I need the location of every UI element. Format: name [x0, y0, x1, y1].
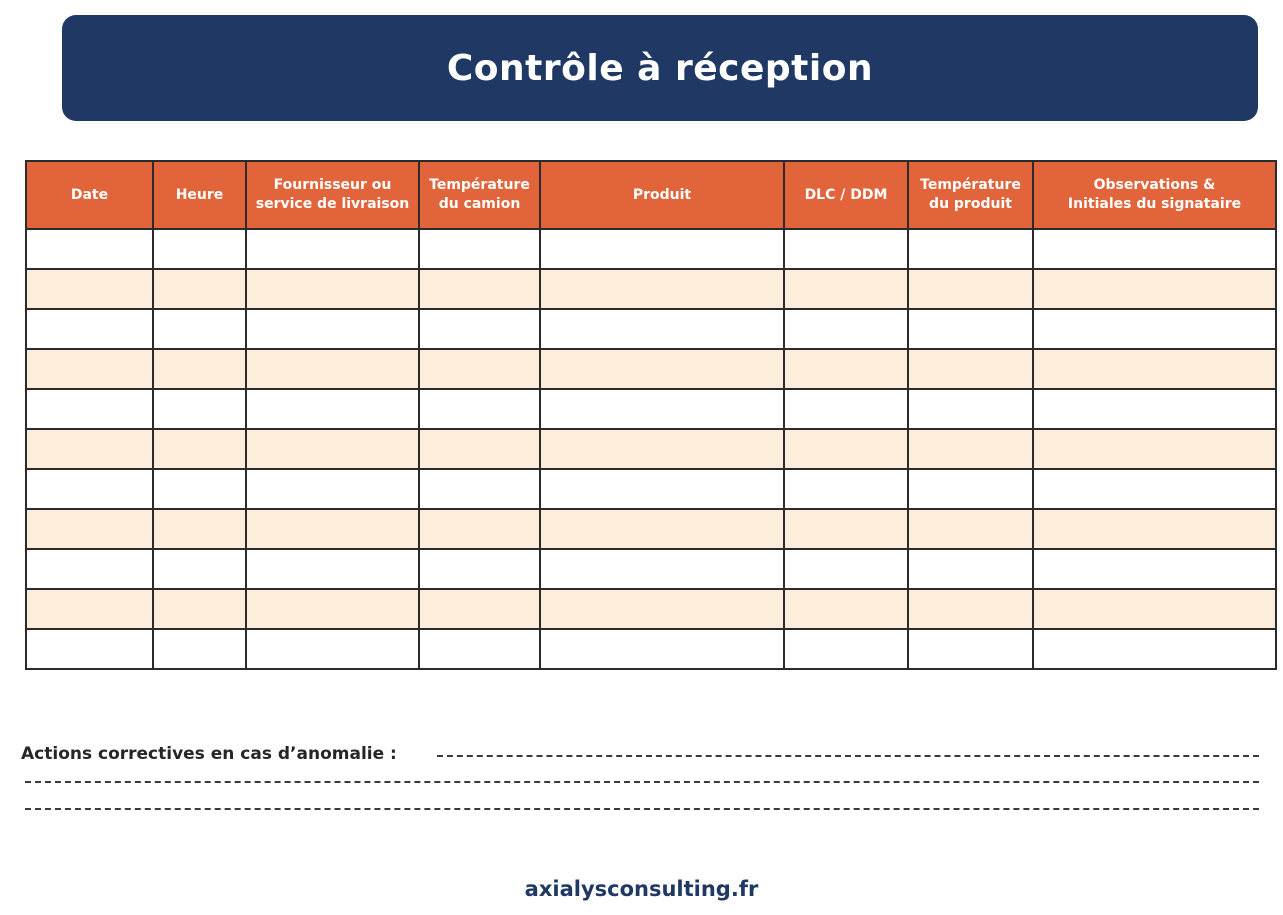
table-cell[interactable]: [908, 229, 1033, 269]
table-cell[interactable]: [540, 269, 784, 309]
table-row: [26, 429, 1276, 469]
corrective-actions-line-3[interactable]: [25, 808, 1259, 810]
table-cell[interactable]: [246, 349, 419, 389]
table-cell[interactable]: [26, 349, 153, 389]
table-cell[interactable]: [419, 389, 540, 429]
table-row: [26, 469, 1276, 509]
table-cell[interactable]: [784, 349, 908, 389]
table-cell[interactable]: [1033, 549, 1276, 589]
column-header-product: Produit: [540, 161, 784, 229]
table-cell[interactable]: [784, 429, 908, 469]
footer-website: axialysconsulting.fr: [524, 877, 759, 901]
table-cell[interactable]: [1033, 309, 1276, 349]
table-cell[interactable]: [540, 309, 784, 349]
table-cell[interactable]: [784, 309, 908, 349]
table-cell[interactable]: [153, 229, 246, 269]
table-cell[interactable]: [908, 629, 1033, 669]
table-cell[interactable]: [153, 589, 246, 629]
table-cell[interactable]: [246, 509, 419, 549]
table-cell[interactable]: [153, 549, 246, 589]
table-body: [26, 229, 1276, 669]
table-cell[interactable]: [784, 469, 908, 509]
table-cell[interactable]: [1033, 589, 1276, 629]
table-cell[interactable]: [26, 269, 153, 309]
table-cell[interactable]: [419, 549, 540, 589]
table-cell[interactable]: [908, 309, 1033, 349]
table-cell[interactable]: [419, 429, 540, 469]
table-cell[interactable]: [540, 549, 784, 589]
table-cell[interactable]: [908, 469, 1033, 509]
table-cell[interactable]: [246, 269, 419, 309]
table-cell[interactable]: [784, 389, 908, 429]
table-cell[interactable]: [540, 469, 784, 509]
table-cell[interactable]: [540, 429, 784, 469]
table-row: [26, 549, 1276, 589]
table-cell[interactable]: [26, 629, 153, 669]
table-cell[interactable]: [908, 509, 1033, 549]
corrective-actions-label: Actions correctives en cas d’anomalie :: [21, 744, 397, 764]
table-cell[interactable]: [26, 229, 153, 269]
table-cell[interactable]: [540, 389, 784, 429]
table-cell[interactable]: [26, 309, 153, 349]
table-cell[interactable]: [153, 629, 246, 669]
corrective-actions-line-2[interactable]: [25, 781, 1259, 783]
table-cell[interactable]: [1033, 469, 1276, 509]
table-row: [26, 509, 1276, 549]
table-cell[interactable]: [246, 429, 419, 469]
column-header-product-temperature: Température du produit: [908, 161, 1033, 229]
column-header-date: Date: [26, 161, 153, 229]
table-cell[interactable]: [419, 469, 540, 509]
table-cell[interactable]: [246, 589, 419, 629]
table-header-row: [26, 161, 1276, 229]
table-cell[interactable]: [1033, 229, 1276, 269]
table-cell[interactable]: [419, 509, 540, 549]
table-cell[interactable]: [246, 549, 419, 589]
title-banner: [62, 15, 1258, 121]
table-cell[interactable]: [153, 509, 246, 549]
table-cell[interactable]: [153, 469, 246, 509]
table-cell[interactable]: [1033, 509, 1276, 549]
table-row: [26, 389, 1276, 429]
table-cell[interactable]: [153, 349, 246, 389]
table-cell[interactable]: [419, 589, 540, 629]
table-cell[interactable]: [1033, 389, 1276, 429]
table-cell[interactable]: [784, 629, 908, 669]
table-cell[interactable]: [419, 309, 540, 349]
table-cell[interactable]: [153, 269, 246, 309]
table-cell[interactable]: [246, 309, 419, 349]
table-cell[interactable]: [784, 229, 908, 269]
table-cell[interactable]: [540, 509, 784, 549]
table-cell[interactable]: [246, 389, 419, 429]
table-row: [26, 309, 1276, 349]
table-cell[interactable]: [908, 349, 1033, 389]
table-cell[interactable]: [540, 629, 784, 669]
table-cell[interactable]: [908, 389, 1033, 429]
table-cell[interactable]: [784, 269, 908, 309]
table-cell[interactable]: [419, 349, 540, 389]
table-cell[interactable]: [419, 229, 540, 269]
table-row: [26, 589, 1276, 629]
table-cell[interactable]: [246, 469, 419, 509]
table-cell[interactable]: [784, 509, 908, 549]
table-cell[interactable]: [153, 429, 246, 469]
table-cell[interactable]: [246, 229, 419, 269]
table-row: [26, 629, 1276, 669]
table-cell[interactable]: [26, 509, 153, 549]
table-cell[interactable]: [908, 269, 1033, 309]
table-cell[interactable]: [419, 629, 540, 669]
table-cell[interactable]: [908, 549, 1033, 589]
table-cell[interactable]: [1033, 349, 1276, 389]
table-cell[interactable]: [540, 229, 784, 269]
column-header-expiry-date: DLC / DDM: [784, 161, 908, 229]
table-cell[interactable]: [153, 309, 246, 349]
table-row: [26, 269, 1276, 309]
table-cell[interactable]: [26, 389, 153, 429]
column-header-time: Heure: [153, 161, 246, 229]
table-cell[interactable]: [419, 269, 540, 309]
table-cell[interactable]: [908, 429, 1033, 469]
page-title: Contrôle à réception: [446, 47, 874, 89]
column-header-observations: Observations & Initiales du signataire: [1033, 161, 1276, 229]
table-cell[interactable]: [1033, 629, 1276, 669]
table-cell[interactable]: [26, 429, 153, 469]
table-cell[interactable]: [26, 469, 153, 509]
table-cell[interactable]: [1033, 269, 1276, 309]
table-cell[interactable]: [1033, 429, 1276, 469]
reception-log-table: [25, 160, 1277, 670]
table-row: [26, 229, 1276, 269]
table-cell[interactable]: [26, 589, 153, 629]
table-cell[interactable]: [246, 629, 419, 669]
table-row: [26, 349, 1276, 389]
column-header-supplier: Fournisseur ou service de livraison: [246, 161, 419, 229]
table-cell[interactable]: [153, 389, 246, 429]
table-cell[interactable]: [784, 549, 908, 589]
table-cell[interactable]: [26, 549, 153, 589]
table-cell[interactable]: [540, 589, 784, 629]
table-cell[interactable]: [540, 349, 784, 389]
table-cell[interactable]: [784, 589, 908, 629]
table-cell[interactable]: [908, 589, 1033, 629]
column-header-truck-temperature: Température du camion: [419, 161, 540, 229]
corrective-actions-line-1[interactable]: [437, 755, 1259, 757]
